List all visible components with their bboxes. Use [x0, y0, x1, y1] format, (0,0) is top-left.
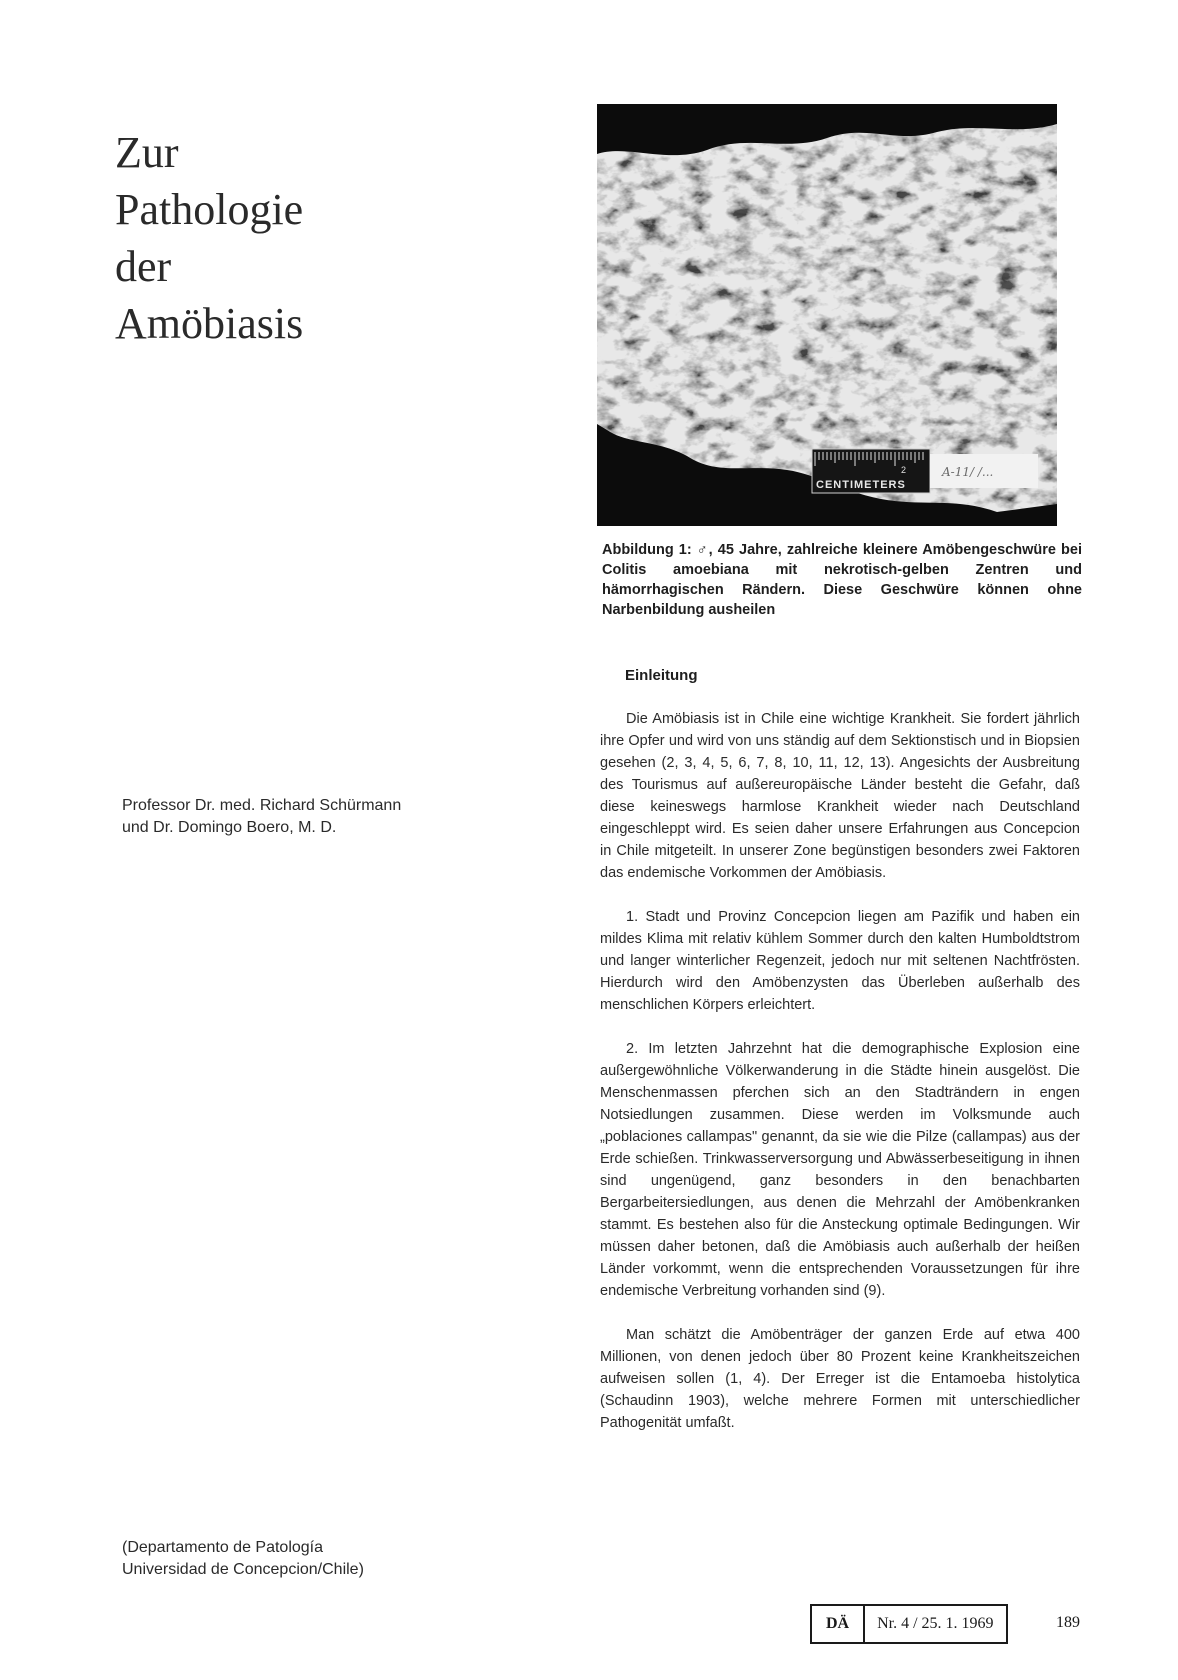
ruler-label: CENTIMETERS: [816, 479, 906, 491]
page-number: 189: [1056, 1614, 1080, 1631]
title-line: Zur: [115, 128, 179, 178]
author-block: [122, 795, 452, 839]
affiliation-line: (Departamento de Patología: [122, 1539, 324, 1556]
issue-info: Nr. 4 / 25. 1. 1969: [877, 1615, 994, 1632]
colon-specimen-image: [597, 104, 1057, 526]
paragraph: Die Amöbiasis ist in Chile eine wichtige Krankheit. Sie fordert jährlich ihre Opfer und wird von uns ständig auf dem Sektionstisch und in Biopsien gesehen (2, 3, 4, 5, 6, 7, 8, 10, 11, 12, 13). Angesichts der Ausbreitung des Tourismus auf außereuropäische Länder besteht die Gefahr, daß diese keineswegs harmlose Krankheit wieder nach Deutschland eingeschleppt wird. Es seien daher unsere Erfahrungen aus Concepcion in Chile mitgeteilt. In unserer Zone begünstigen besonders zwei Faktoren das endemische Vorkommen der Amöbiasis.: [600, 711, 1080, 881]
article-body: [600, 708, 1080, 1434]
affiliation-block: [122, 1537, 452, 1581]
title-line: Pathologie: [115, 185, 304, 235]
journal-abbreviation: DÄ: [812, 1606, 865, 1642]
author-line: und Dr. Domingo Boero, M. D.: [122, 819, 337, 836]
title-line: der: [115, 242, 172, 292]
affiliation-line: Universidad de Concepcion/Chile): [122, 1561, 364, 1578]
ruler-number: 2: [901, 465, 907, 475]
title-line: Amöbiasis: [115, 299, 304, 349]
article-title: [115, 124, 375, 352]
paragraph: 1. Stadt und Provinz Concepcion liegen am Pazifik und haben ein mildes Klima mit relativ kühlem Sommer durch den kalten Humboldtstrom und langer winterlicher Regenzeit, jedoch nur mit seltenen Nachtfrösten. Hierdurch wird den Amöbenzysten das Überleben außerhalb des menschlichen Körpers erleichtert.: [600, 909, 1080, 1013]
specimen-photograph: [597, 104, 1057, 526]
section-heading: Einleitung: [625, 667, 698, 684]
specimen-label: A-11/ /...: [942, 465, 994, 479]
paragraph: 2. Im letzten Jahrzehnt hat die demographische Explosion eine außergewöhnliche Völkerwanderung in die Städte hinein ausgelöst. Die Menschenmassen pferchen sich an den Stadträndern in engen Notsiedlungen zusammen. Diese werden im Volksmunde auch „poblaciones callampas" genannt, da sie wie die Pilze (callampas) aus der Erde schießen. Trinkwasserversorgung und Abwässerbeseitigung in ihnen sind ungenügend, ganz besonders in den benachbarten Bergarbeitersiedlungen, aus denen die Mehrzahl der Amöbenkranken stammt. Es bestehen also für die Ansteckung optimale Bedingungen. Wir müssen daher betonen, daß die Amöbiasis auch außerhalb der heißen Länder vorkommt, wenn die entsprechenden Voraussetzungen für ihre endemische Verbreitung vorhanden sind (9).: [600, 1041, 1080, 1299]
figure-caption: Abbildung 1: ♂, 45 Jahre, zahlreiche kleinere Amöbengeschwüre bei Colitis amoebiana mit nekrotisch-gelben Zentren und hämorrhagischen Rändern. Diese Geschwüre können ohne Narbenbildung ausheilen: [602, 542, 1082, 618]
journal-footer: [810, 1604, 1008, 1644]
paragraph: Man schätzt die Amöbenträger der ganzen Erde auf etwa 400 Millionen, von denen jedoch über 80 Prozent keine Krankheitszeichen aufweisen sollen (1, 4). Der Erreger ist die Entamoeba histolytica (Schaudinn 1903), welche mehrere Formen mit unterschiedlicher Pathogenität umfaßt.: [600, 1327, 1080, 1431]
author-line: Professor Dr. med. Richard Schürmann: [122, 797, 402, 814]
